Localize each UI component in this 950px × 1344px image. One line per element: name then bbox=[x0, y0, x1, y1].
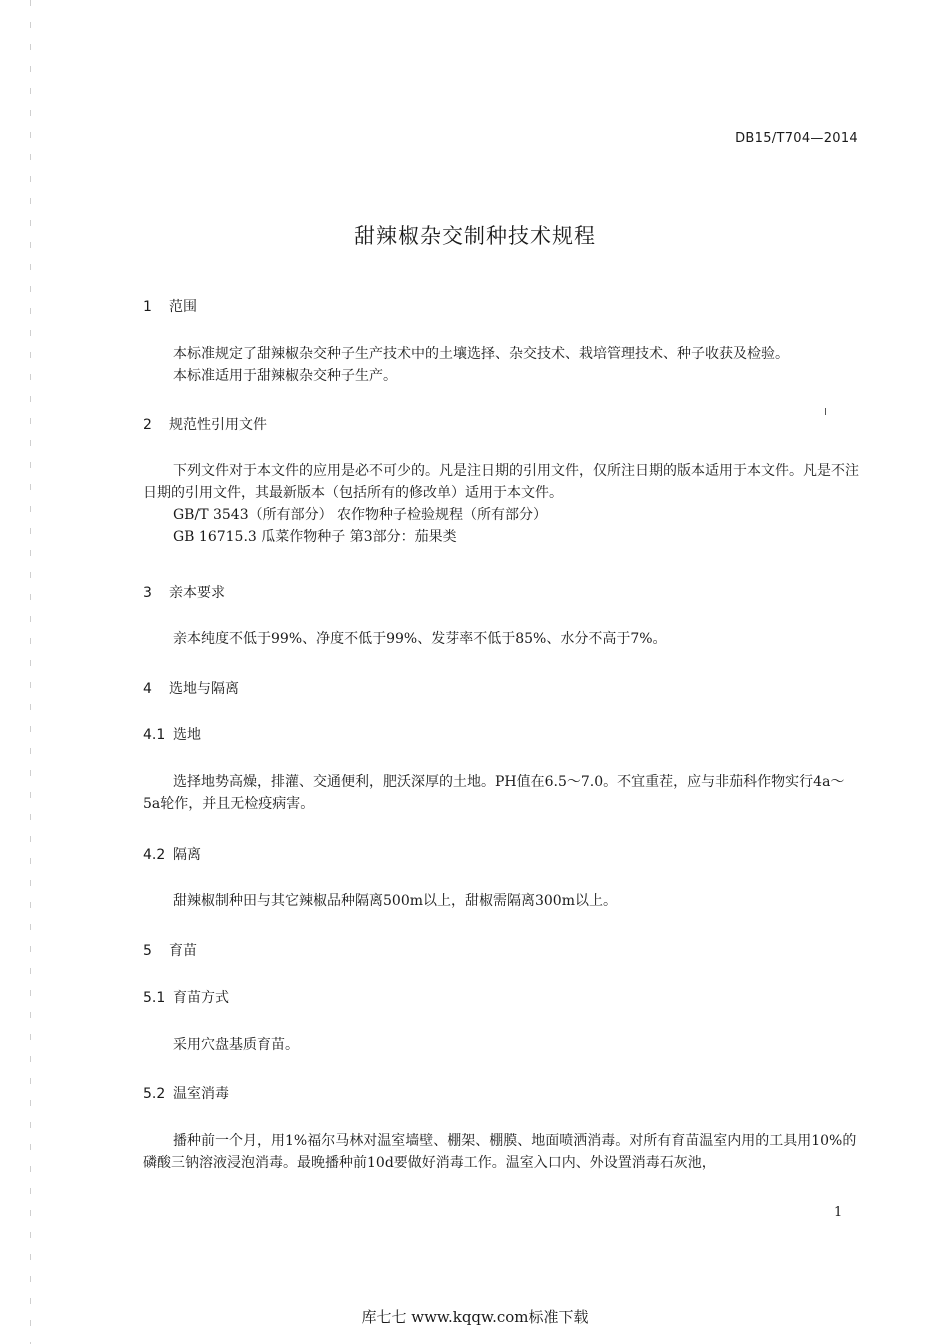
section-5-2-heading bbox=[143, 1083, 229, 1103]
section-title: 选地与隔离 bbox=[169, 681, 239, 697]
standard-code: DB15/T704—2014 bbox=[735, 131, 858, 146]
section-4-2-heading bbox=[143, 844, 201, 864]
section-1-heading bbox=[143, 296, 197, 316]
section-4-1-body bbox=[143, 771, 861, 815]
section-1-body bbox=[143, 343, 861, 387]
section-4-1-heading bbox=[143, 724, 201, 744]
section-number: 5.1 bbox=[143, 990, 166, 1006]
section-title: 亲本要求 bbox=[169, 585, 225, 601]
section-title: 隔离 bbox=[173, 847, 201, 863]
footer-watermark: 库七七 www.kqqw.com标准下载 bbox=[361, 1308, 589, 1326]
paragraph: 采用穴盘基质育苗。 bbox=[173, 1037, 299, 1053]
section-2-heading bbox=[143, 414, 267, 434]
reference-item: GB/T 3543（所有部分） 农作物种子检验规程（所有部分） bbox=[173, 507, 548, 523]
paragraph: 播种前一个月，用1%福尔马林对温室墙壁、棚架、棚膜、地面喷洒消毒。对所有育苗温室内用的工具用10%的磷酸三钠溶液浸泡消毒。最晚播种前10d要做好消毒工作。温室入口内、外设置消毒石灰池， bbox=[143, 1133, 857, 1171]
section-5-heading bbox=[143, 940, 197, 960]
paragraph: 下列文件对于本文件的应用是必不可少的。凡是注日期的引用文件，仅所注日期的版本适用于本文件。凡是不注日期的引用文件，其最新版本（包括所有的修改单）适用于本文件。 bbox=[143, 463, 859, 501]
paragraph: 选择地势高燥，排灌、交通便利，肥沃深厚的土地。PH值在6.5～7.0。不宜重茬，应与非茄科作物实行4a～5a轮作，并且无检疫病害。 bbox=[143, 774, 845, 812]
document-title: 甜辣椒杂交制种技术规程 bbox=[354, 224, 596, 248]
section-title: 温室消毒 bbox=[173, 1086, 229, 1102]
section-title: 育苗 bbox=[169, 943, 197, 959]
scan-edge-line bbox=[30, 0, 31, 1344]
section-number: 5 bbox=[143, 943, 152, 959]
page-number: 1 bbox=[834, 1205, 843, 1220]
paragraph: 本标准适用于甜辣椒杂交种子生产。 bbox=[173, 368, 397, 384]
scan-mark bbox=[825, 408, 826, 415]
section-title: 范围 bbox=[169, 299, 197, 315]
reference-item: GB 16715.3 瓜菜作物种子 第3部分：茄果类 bbox=[173, 529, 457, 545]
section-5-2-body bbox=[143, 1130, 861, 1174]
section-title: 规范性引用文件 bbox=[169, 417, 267, 433]
section-2-body bbox=[143, 460, 861, 548]
section-title: 选地 bbox=[173, 727, 201, 743]
section-number: 4 bbox=[143, 681, 152, 697]
section-5-1-heading bbox=[143, 987, 229, 1007]
section-3-heading bbox=[143, 582, 225, 602]
section-number: 5.2 bbox=[143, 1086, 166, 1102]
section-number: 4.1 bbox=[143, 727, 166, 743]
paragraph: 甜辣椒制种田与其它辣椒品种隔离500m以上，甜椒需隔离300m以上。 bbox=[173, 893, 617, 909]
section-4-2-body bbox=[143, 890, 861, 912]
paragraph: 亲本纯度不低于99%、净度不低于99%、发芽率不低于85%、水分不高于7%。 bbox=[173, 631, 667, 647]
section-4-heading bbox=[143, 678, 239, 698]
section-number: 2 bbox=[143, 417, 152, 433]
section-number: 4.2 bbox=[143, 847, 166, 863]
section-number: 3 bbox=[143, 585, 152, 601]
section-title: 育苗方式 bbox=[173, 990, 229, 1006]
section-3-body bbox=[143, 628, 861, 650]
section-number: 1 bbox=[143, 299, 152, 315]
section-5-1-body bbox=[143, 1034, 861, 1056]
paragraph: 本标准规定了甜辣椒杂交种子生产技术中的土壤选择、杂交技术、栽培管理技术、种子收获及检验。 bbox=[173, 346, 789, 362]
